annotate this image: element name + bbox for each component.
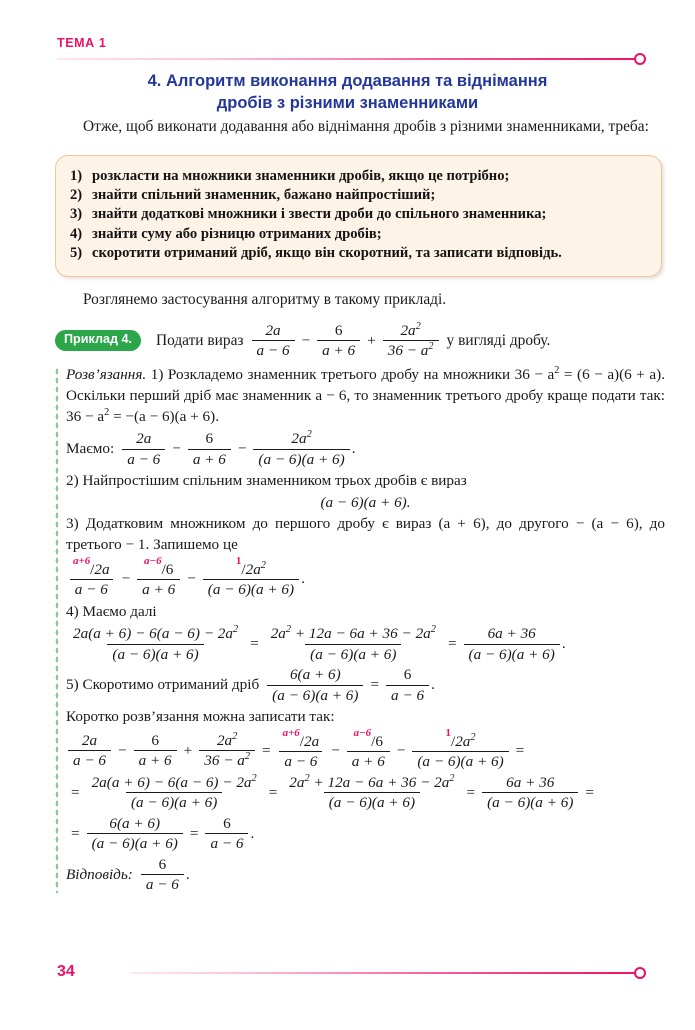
fraction-denominator: (a − 6)(a + 6) — [305, 644, 401, 663]
fraction-with-multiplier — [347, 727, 390, 771]
solution-step-1 — [66, 365, 665, 427]
fraction — [68, 732, 111, 770]
fraction-denominator: (a − 6)(a + 6) — [267, 685, 363, 704]
list-marker: 2) — [70, 186, 83, 203]
numerator-value: 6 — [165, 560, 174, 578]
period: . — [351, 440, 356, 458]
fraction-numerator: $^{a-6}$/6 — [353, 727, 383, 750]
fraction-denominator: (a − 6)(a + 6) — [412, 751, 508, 770]
solution-step-4-text: 4) Маємо далі — [66, 602, 157, 620]
solution-step-3-equation — [66, 555, 665, 599]
fraction — [464, 625, 560, 663]
equals-sign: = — [585, 783, 594, 801]
solution-block — [0, 365, 695, 893]
fraction — [386, 666, 429, 704]
fraction-numerator: 6 — [151, 731, 159, 749]
additional-multiplier: 1 — [445, 727, 451, 740]
fraction-denominator: (a − 6)(a + 6) — [107, 644, 203, 663]
answer-line — [66, 856, 665, 894]
operator: − — [118, 741, 127, 759]
fraction-with-multiplier — [137, 555, 180, 599]
list-item — [70, 167, 645, 186]
additional-multiplier: a−6 — [143, 555, 162, 568]
list-item — [70, 186, 645, 205]
operator: + — [183, 741, 193, 759]
fraction — [199, 732, 255, 770]
fraction — [87, 774, 262, 812]
fraction-numerator: 6 — [334, 321, 343, 339]
equals-sign: = — [71, 783, 80, 801]
page-header — [0, 36, 695, 70]
fraction-denominator: (a − 6)(a + 6) — [203, 579, 299, 598]
numerator-value: 6 — [375, 732, 383, 750]
fraction-numerator: 2a — [136, 430, 152, 448]
fraction-denominator: a − 6 — [386, 685, 429, 704]
have-label: Маємо: — [66, 440, 115, 458]
operator: − — [396, 741, 406, 759]
example-badge: Приклад 4. — [55, 330, 141, 351]
answer-label: Відповідь: — [66, 865, 133, 883]
header-divider-line — [57, 58, 637, 60]
fraction-numerator: 6a + 36 — [506, 773, 555, 791]
fraction — [134, 732, 177, 770]
fraction-denominator: a + 6 — [134, 750, 177, 769]
page-footer — [0, 963, 695, 985]
operator: − — [172, 440, 181, 458]
intro-paragraph: Отже, щоб виконати додавання або віднімання дробів з різними знаменниками, треба: — [83, 118, 649, 135]
solution-step-2-text: 2) Найпростішим спільним знаменником трьох дробів є вираз — [66, 472, 467, 490]
fraction-numerator: $2a^2 + 12a - 6a + 36 - 2a^2$ — [270, 624, 436, 643]
equals-sign: = — [515, 741, 525, 759]
solution-dotted-rail — [55, 367, 59, 893]
list-marker: 1) — [70, 167, 83, 184]
fraction-numerator: $^{a+6}$/2a — [282, 727, 320, 750]
operator: − — [187, 569, 196, 587]
fraction-denominator: a − 6 — [70, 579, 113, 598]
list-item-text: розкласти на множники знаменники дробів, якщо це потрібно; — [92, 167, 510, 184]
equals-sign: = — [268, 783, 278, 801]
fraction — [383, 322, 439, 360]
lead-in-paragraph: Розглянемо застосування алгоритму в такому прикладі. — [83, 290, 447, 308]
fraction-numerator: $^1/2a^2$ — [445, 727, 476, 750]
fraction-numerator: $2a^2 + 12a - 6a + 36 - 2a^2$ — [289, 772, 455, 791]
fraction-denominator: (a − 6)(a + 6) — [253, 449, 349, 468]
example-prompt-after: у вигляді дробу. — [446, 331, 551, 349]
fraction-numerator: $^{a+6}$/2a — [73, 555, 110, 578]
fraction-denominator: a + 6 — [317, 340, 360, 359]
fraction — [482, 774, 578, 812]
fraction-with-multiplier — [68, 555, 115, 599]
fraction — [122, 430, 165, 468]
short-solution-line-1 — [66, 727, 665, 771]
theme-label: ТЕМА 1 — [57, 36, 107, 50]
fraction-denominator: a − 6 — [68, 750, 111, 769]
short-solution-text: Коротко розв’язання можна записати так: — [66, 708, 335, 726]
additional-multiplier: a+6 — [73, 555, 91, 568]
page-title — [70, 70, 625, 114]
fraction-denominator: (a − 6)(a + 6) — [126, 792, 222, 811]
fraction-denominator: (a − 6)(a + 6) — [87, 833, 183, 852]
footer-circle-decoration — [634, 967, 646, 979]
fraction-numerator: $2a^2$ — [400, 320, 421, 339]
list-item — [70, 244, 645, 263]
list-marker: 4) — [70, 225, 83, 242]
example-prompt-before: Подати вираз — [155, 331, 244, 349]
fraction-denominator: a + 6 — [137, 579, 180, 598]
solution-step-5-text: 5) Скоротимо отриманий дріб — [66, 676, 260, 694]
fraction — [284, 774, 459, 812]
equals-sign: = — [370, 676, 380, 694]
fraction-denominator: a + 6 — [188, 449, 231, 468]
solution-step-3-text: 3) Додатковим множником до першого дробу є вираз (a + 6), до другого − (a − 6), до третього − 1. Запишемо це — [66, 515, 665, 553]
algorithm-callout-box — [55, 155, 662, 277]
section-title-line-1: 4. Алгоритм виконання додавання та віднімання — [147, 72, 548, 90]
list-item — [70, 205, 645, 224]
operator: − — [331, 741, 340, 759]
list-item-text: знайти додаткові множники і звести дроби до спільного знаменника; — [92, 206, 547, 223]
fraction-denominator: (a − 6)(a + 6) — [324, 792, 420, 811]
fraction-numerator: $2a(a + 6) - 6(a - 6) - 2a^2$ — [73, 624, 239, 643]
example-expression — [250, 322, 441, 360]
fraction-denominator: a − 6 — [141, 874, 184, 893]
fraction-numerator: 6 — [158, 855, 167, 873]
fraction-denominator: a − 6 — [279, 751, 322, 770]
short-solution-line-2 — [66, 774, 665, 812]
fraction-numerator: $^{a-6}$/6 — [143, 555, 174, 578]
example-header-row — [0, 322, 695, 360]
fraction-numerator: 6(a + 6) — [289, 666, 341, 684]
page-content — [0, 117, 695, 896]
fraction-denominator: a − 6 — [252, 340, 295, 359]
operator: − — [121, 569, 131, 587]
fraction — [266, 625, 441, 663]
additional-multiplier: a−6 — [353, 727, 372, 740]
fraction — [188, 430, 231, 468]
additional-multiplier: 1 — [235, 555, 242, 568]
solution-label: Розв’язання. — [66, 366, 147, 384]
solution-step-2-expression: (a − 6)(a + 6). — [320, 493, 411, 511]
fraction-denominator: a − 6 — [205, 833, 248, 852]
fraction-numerator: $^1/2a^2$ — [235, 555, 266, 578]
equals-sign: = — [189, 824, 199, 842]
fraction — [205, 815, 248, 853]
equals-sign: = — [466, 783, 476, 801]
algorithm-step-list — [70, 167, 645, 264]
period: . — [561, 635, 566, 653]
fraction-numerator: 6(a + 6) — [109, 814, 161, 832]
equals-sign: = — [71, 824, 80, 842]
solution-step-1-text: 1) Розкладемо знаменник третього дробу на множники $36 - a^2 = (6 - a)(6 + a)$. Оскільки перший дріб має знаменник a − 6, то знаменник третього дробу краще подати так: $36 - a^2 = -(a - 6)(a + 6)$. — [66, 365, 665, 425]
fraction-numerator: 6 — [403, 666, 412, 684]
fraction-numerator: 2a — [265, 321, 281, 339]
fraction-with-multiplier — [278, 727, 325, 771]
fraction-with-multiplier — [412, 727, 508, 771]
numerator-value: $2a^2$ — [245, 559, 266, 578]
fraction-numerator: 6 — [205, 430, 214, 448]
operator: − — [237, 440, 247, 458]
numerator-value: 2a — [304, 732, 320, 750]
numerator-value: $2a^2$ — [455, 731, 476, 750]
list-item — [70, 225, 645, 244]
numerator-value: 2a — [94, 560, 110, 578]
fraction-with-multiplier — [203, 555, 299, 599]
period: . — [250, 824, 255, 842]
fraction-numerator: 6a + 36 — [487, 625, 536, 643]
fraction-numerator: $2a^2$ — [216, 730, 238, 749]
fraction-denominator: $36 - a^2$ — [383, 340, 439, 359]
list-marker: 5) — [70, 245, 83, 262]
fraction — [68, 625, 243, 663]
page-number: 34 — [57, 963, 75, 980]
list-marker: 3) — [70, 206, 83, 223]
equals-sign: = — [262, 741, 271, 759]
section-title-line-2: дробів з різними знаменниками — [216, 94, 479, 112]
equals-sign: = — [250, 635, 259, 653]
fraction-denominator: $36 - a^2$ — [199, 750, 255, 769]
fraction-denominator: a + 6 — [347, 751, 390, 770]
equals-sign: = — [447, 635, 457, 653]
fraction-numerator: $2a(a + 6) - 6(a - 6) - 2a^2$ — [91, 772, 257, 791]
solution-step-5-equation — [66, 666, 665, 704]
short-solution-line-3 — [66, 815, 665, 853]
solution-step-4-equation — [66, 625, 665, 663]
fraction-denominator: a − 6 — [122, 449, 165, 468]
operator: − — [301, 331, 311, 349]
fraction — [252, 322, 295, 360]
additional-multiplier: a+6 — [282, 727, 300, 740]
period: . — [431, 676, 435, 694]
period: . — [185, 865, 190, 883]
period: . — [301, 569, 305, 587]
fraction — [253, 430, 349, 468]
fraction — [317, 322, 360, 360]
list-item-text: знайти спільний знаменник, бажано найпростіший; — [92, 186, 436, 203]
list-item-text: скоротити отриманий дріб, якщо він скоротний, та записати відповідь. — [92, 245, 562, 262]
fraction-denominator: (a − 6)(a + 6) — [482, 792, 578, 811]
list-item-text: знайти суму або різницю отриманих дробів; — [92, 225, 382, 242]
fraction — [87, 815, 183, 853]
fraction-denominator: (a − 6)(a + 6) — [464, 644, 560, 663]
fraction-numerator: 6 — [223, 814, 231, 832]
fraction — [267, 666, 363, 704]
fraction-numerator: $2a^2$ — [291, 429, 312, 448]
fraction — [141, 856, 184, 894]
solution-step-1-equation — [66, 430, 665, 468]
footer-divider-line — [130, 972, 635, 974]
header-circle-decoration — [634, 53, 646, 65]
fraction-numerator: 2a — [81, 731, 98, 749]
operator: + — [367, 331, 376, 349]
